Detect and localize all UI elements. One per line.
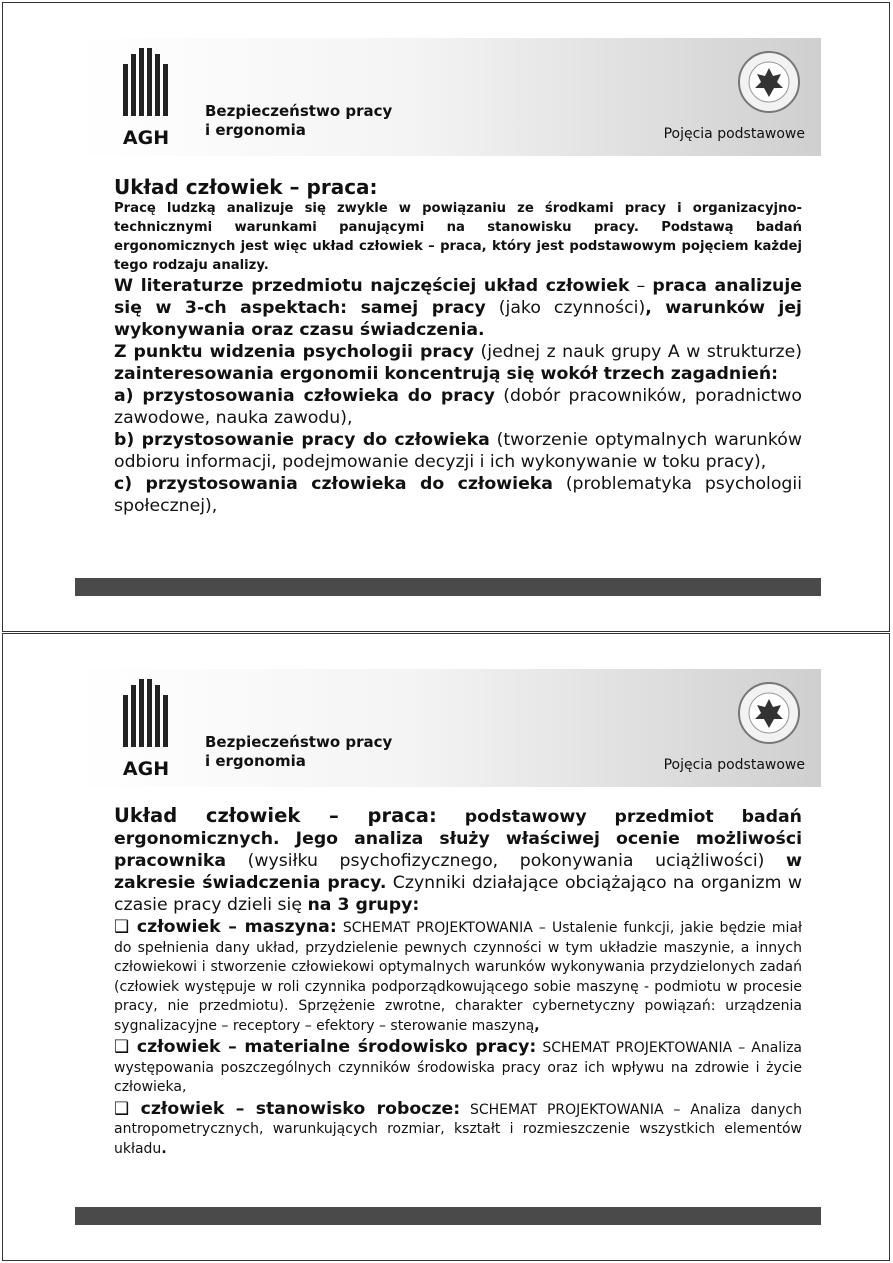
text-bold: a) przystosowania człowieka do pracy [114,386,495,406]
slide-page-1 [2,2,890,632]
list-item-human-machine [114,916,802,1036]
agh-logo [117,46,177,152]
slide-header [75,669,821,787]
text-bold: człowiek – materialne środowisko pracy: [129,1037,537,1057]
university-emblem [737,50,801,114]
slide-content [114,175,802,517]
course-title [205,733,392,771]
course-title-line-1: Bezpieczeństwo pracy [205,102,393,120]
text-bold: na 3 grupy: [307,895,420,915]
text-bold: człowiek – maszyna: [129,917,337,937]
paragraph-intro [114,804,802,916]
text-normal: (wysiłku psychofizycznego, pokonywania uciążliwości) [226,851,787,871]
slide-header [75,38,821,156]
course-title-line-2: i ergonomia [205,121,306,139]
course-title-line-1: Bezpieczeństwo pracy [205,733,393,751]
checkbox-icon: ❑ [114,917,130,937]
checkbox-icon: ❑ [114,1098,130,1119]
slide-title: Układ człowiek – praca: [114,175,378,199]
text-normal: (tworzenie optymalnych warunków odbioru informacji, podejmowanie decyzji i ich wykonywanie w toku pracy), [114,430,803,472]
text-normal: Czynniki działające obciążająco na organizm w czasie pracy dzieli się [114,873,802,915]
text-bold: praca analizuje się w 3-ch aspektach: samej pracy [114,276,802,318]
agh-logo [117,677,177,783]
list-item-a [114,385,802,429]
text-normal: SCHEMAT PROJEKTOWANIA – Ustalenie funkcji, jakie będzie miał do spełnienia dany układ, przydzielenie pewnych czynności w tym układzie maszynie, a innych człowiekowi i stworzenie człowiekowi optymalnych warunków wykonywania przydzielonych zadań (człowiek występuje w roli czynnika podporządkowującego sobie maszynę - podmiotu w procesie pracy, nie przedmiotu). Sprzężenie zwrotne, charakter cybernetyczny powiązań: urządzenia sygnalizacyjne – receptory – efektory – sterowanie maszyną [114,920,802,1034]
logo-text: AGH [122,758,170,780]
list-item-b [114,429,802,473]
text-bold: . [161,1140,167,1157]
text-normal: (problematyka psychologii społecznej), [114,474,802,516]
text-bold: , warunków jej wykonywania oraz czasu świadczenia. [114,298,802,340]
text-normal: (dobór pracowników, poradnictwo zawodowe, nauka zawodu), [114,386,802,428]
text-bold: w zakresie świadczenia pracy. [114,851,802,893]
paragraph-intro: Pracę ludzką analizuje się zwykle w powiązaniu ze środkami pracy i organizacyjno-technicznymi warunkami panującymi na stanowisku pracy. Podstawą badań ergonomicznych jest więc układ człowiek – praca, który jest podstawowym pojęciem każdej tego rodzaju analizy. [114,201,802,273]
text-normal: SCHEMAT PROJEKTOWANIA – Analiza danych antropometrycznych, warunkujących rozmiar, kształt i rozmieszczenie wszystkich elementów układu [114,1101,802,1157]
text-bold: c) przystosowania człowieka do człowieka [114,474,553,494]
text-normal: (jako czynności) [485,298,646,318]
text-normal: (jednej z nauk grupy A w strukturze) [474,342,802,362]
logo-text: AGH [122,127,170,149]
text-normal: – [629,276,653,296]
text-bold: Z punktu widzenia psychologii pracy [114,342,475,362]
text-bold: zainteresowania ergonomii koncentrują się wokół trzech zagadnień: [114,364,779,384]
slide-content [114,804,802,1159]
text-bold: , [534,1017,540,1034]
text-normal: SCHEMAT PROJEKTOWANIA – Analiza występowania poszczególnych czynników środowiska pracy oraz ich wpływu na zdrowie i życie człowieka, [114,1040,803,1095]
list-item-human-environment [114,1036,802,1098]
list-item-c [114,473,802,517]
paragraph-aspects [114,275,802,341]
course-title [205,102,392,140]
footer-bar [75,578,821,596]
list-item-human-workstation [114,1098,802,1160]
footer-bar [75,1207,821,1225]
text-bold: człowiek – stanowisko robocze: [129,1098,461,1119]
slide-title: Układ człowiek – praca: [114,804,437,827]
text-bold: W literaturze przedmiotu najczęściej układ człowiek [114,276,630,296]
course-title-line-2: i ergonomia [205,752,306,770]
checkbox-icon: ❑ [114,1037,130,1057]
section-label: Pojęcia podstawowe [663,757,805,773]
slide-page-2 [2,633,890,1261]
section-label: Pojęcia podstawowe [663,126,805,142]
text-bold: b) przystosowanie pracy do człowieka [114,430,490,450]
university-emblem [737,681,801,745]
paragraph-psychology [114,341,802,385]
text-bold: podstawowy przedmiot badań ergonomicznych. Jego analiza służy właściwej ocenie możliwości pracownika [114,807,802,871]
